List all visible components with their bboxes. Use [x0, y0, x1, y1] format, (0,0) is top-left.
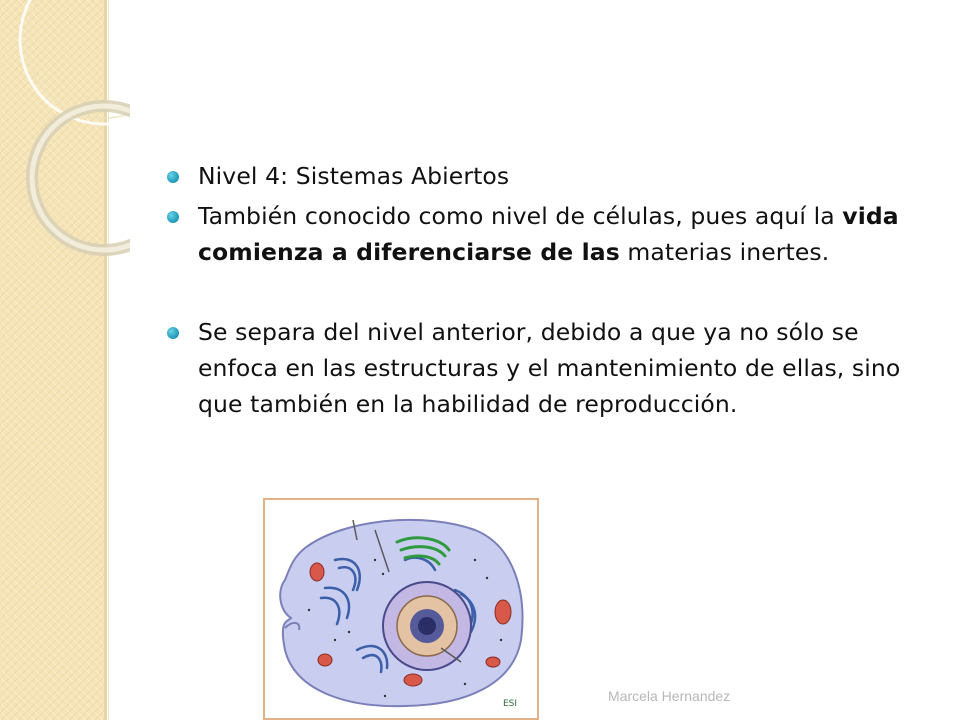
cell-drawing — [265, 500, 537, 718]
footer-author: Marcela Hernandez — [608, 688, 731, 704]
bullet-item — [160, 158, 930, 194]
bullet-text: También conocido como nivel de células, pues aquí la — [198, 202, 843, 230]
svg-text:ESI: ESI — [503, 699, 518, 709]
bullet-dot-icon — [167, 211, 179, 223]
bullet-text: Nivel 4: Sistemas Abiertos — [198, 162, 510, 190]
bullet-text: Se separa del nivel anterior, debido a que ya no sólo se enfoca en las estructuras y el mantenimiento de ellas, sino que también en la habilidad de reproducción. — [198, 318, 901, 418]
slide-content — [160, 158, 930, 422]
bullet-item — [160, 198, 930, 270]
decorative-circles — [0, 0, 130, 260]
animal-cell-illustration — [263, 498, 539, 720]
bullet-dot-icon — [167, 171, 179, 183]
bullet-dot-icon — [167, 327, 179, 339]
bullet-item — [160, 314, 930, 422]
bullet-bold-text: vida comienza a diferenciarse de las — [198, 202, 899, 266]
bullet-text: materias inertes. — [619, 238, 830, 266]
